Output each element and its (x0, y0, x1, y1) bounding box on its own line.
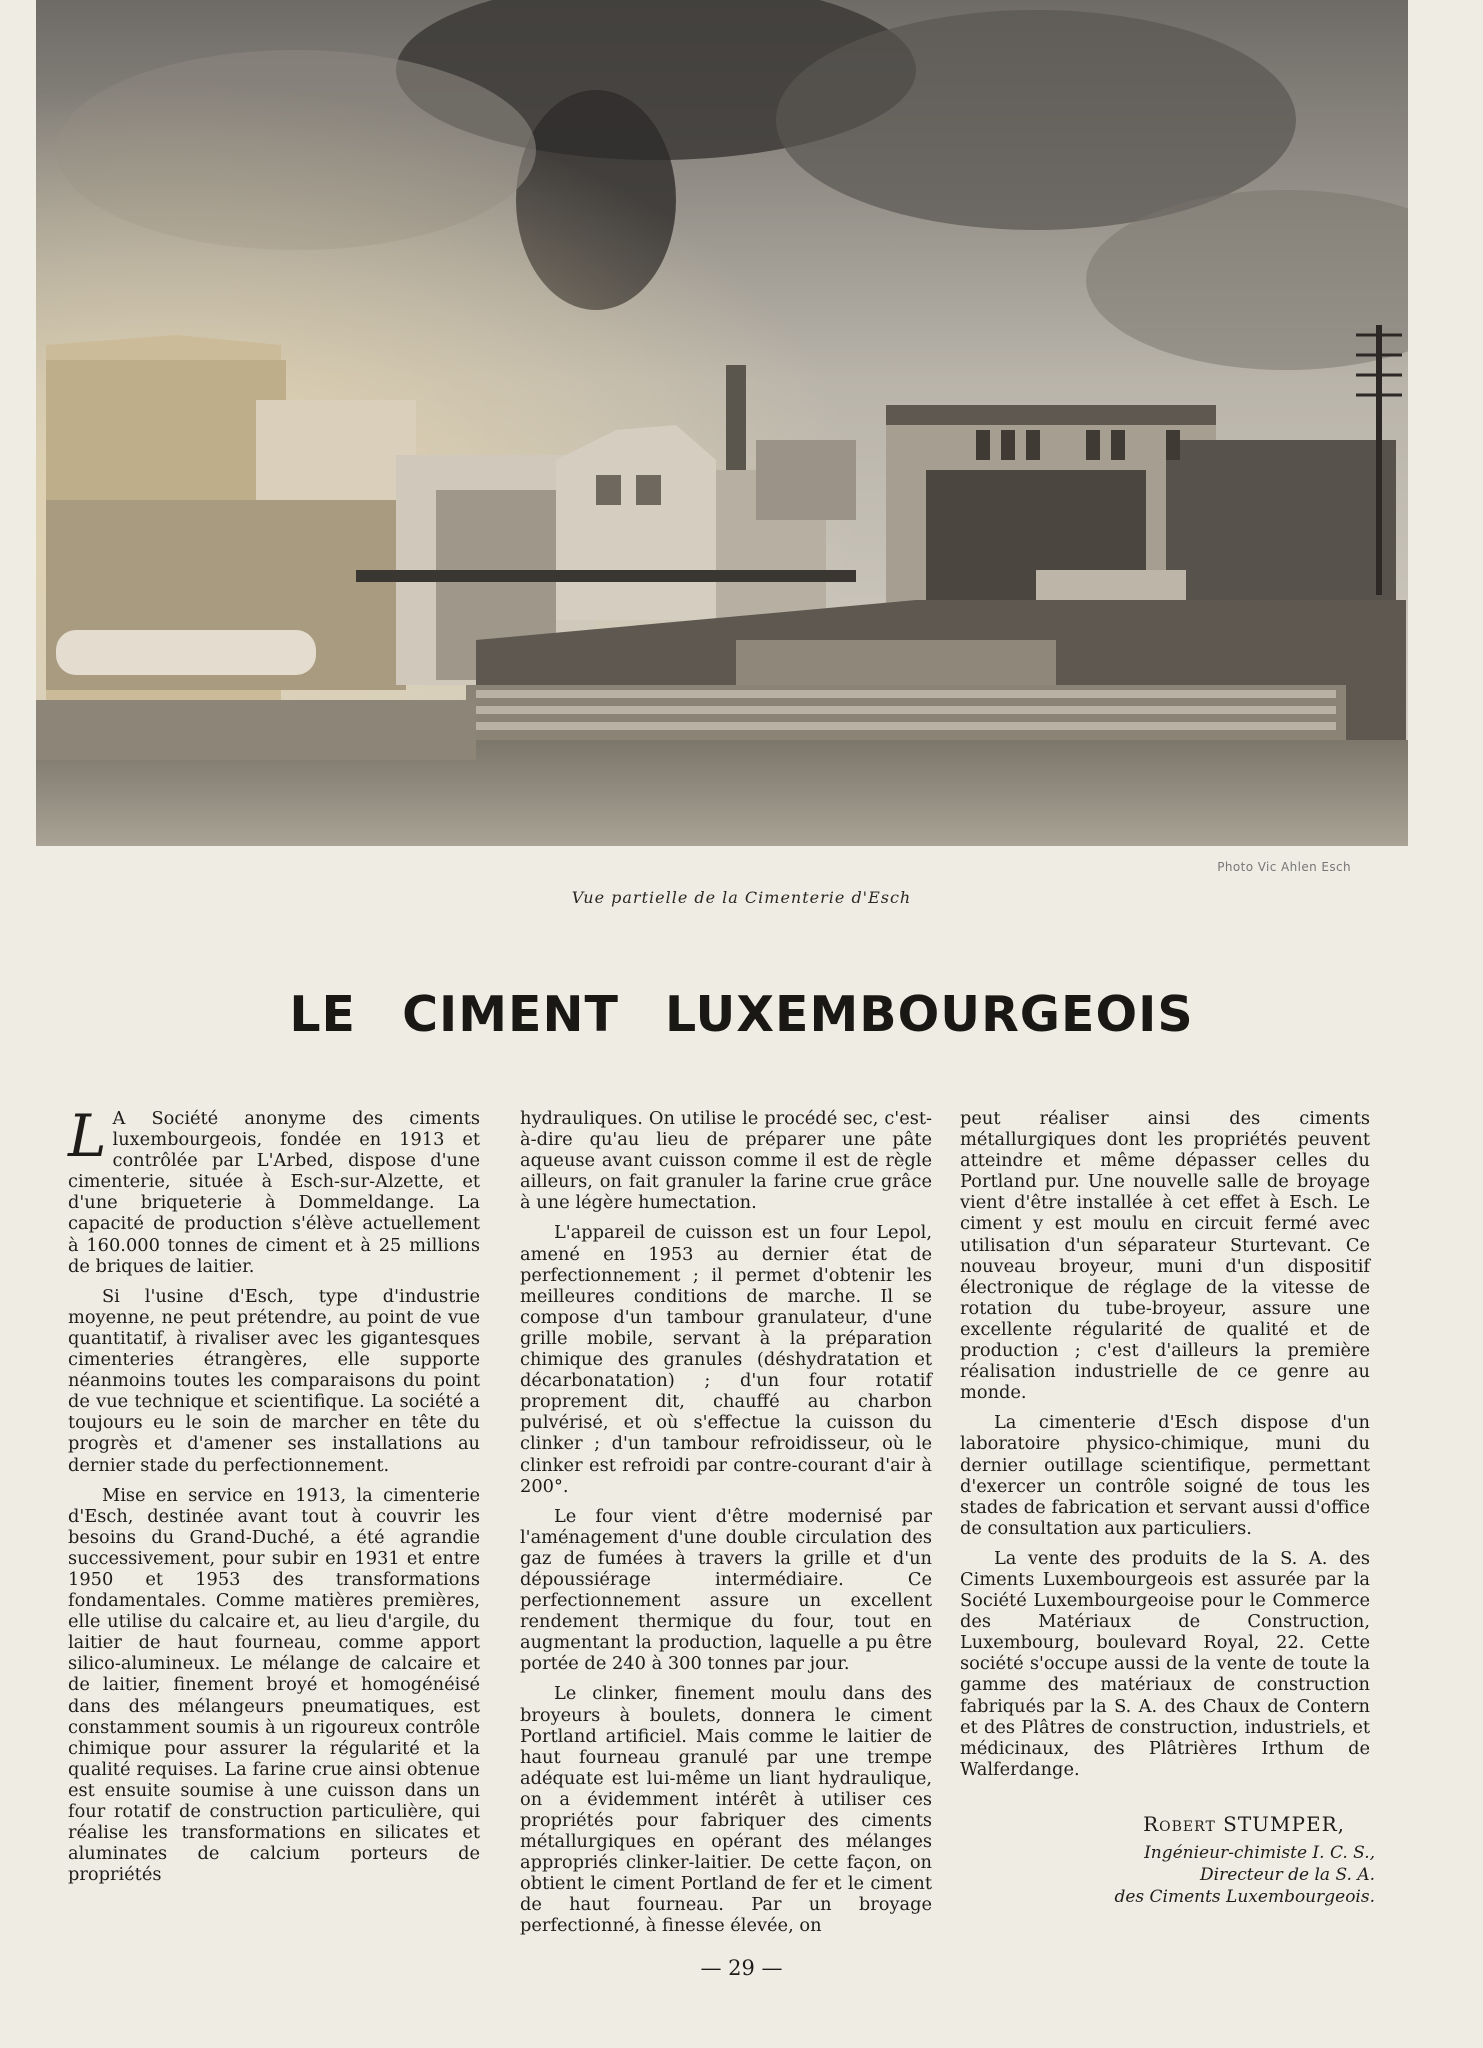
article-column-3 (960, 1108, 1370, 1789)
article-paragraph: Le four vient d'être modernisé par l'aménagement d'une double circulation des gaz de fumées à travers la grille et d'un dépoussiérage intermédiaire. Ce perfectionnement assure un excellent rendement thermique du four, tout en augmentant la production, laquelle a pu être portée de 240 à 300 tonnes par jour. (520, 1505, 932, 1675)
photo-caption: Vue partielle de la Cimenterie d'Esch (571, 888, 912, 907)
article-column-1 (68, 1102, 480, 1894)
drop-cap: L (68, 1102, 107, 1170)
article-column-2 (520, 1108, 932, 1946)
photo-credit: Photo Vic Ahlen Esch (1217, 860, 1351, 874)
article-paragraph: L'appareil de cuisson est un four Lepol, amené en 1953 au dernier état de perfectionnement ; il permet d'obtenir les meilleures conditions de marche. Il se compose d'un tambour granulateur, d'une grille mobile, servant à la préparation chimique des granules (déshydratation et décarbonatation) ; d'un four rotatif proprement dit, chauffé au charbon pulvérisé, et où s'effectue la cuisson du clinker ; d'un tambour refroidisseur, où le clinker est refroidi par contre-courant d'air à 200°. (520, 1222, 932, 1497)
article-paragraph: Le clinker, finement moulu dans des broyeurs à boulets, donnera le ciment Portland artificiel. Mais comme le laitier de haut fourneau granulé par une trempe adéquate est lui-même un liant hydraulique, on a évidemment intérêt à utiliser ces propriétés pour fabriquer des ciments métallurgiques en opérant des mélanges appropriés clinker-laitier. De cette façon, on obtient le ciment Portland de fer et le ciment de haut fourneau. Par un broyage perfectionné, à finesse élevée, on (520, 1683, 932, 1937)
author-name: Robert STUMPER, (1143, 1812, 1345, 1836)
article-paragraph: L A Société anonyme des ciments luxembourgeois, fondée en 1913 et contrôlée par L'Arbed, dispose d'une cimenterie, située à Esch-sur-Alzette, et d'une briqueterie à Dommeldange. La capacité de production s'élève actuellement à 160.000 tonnes de ciment et à 25 millions de briques de laitier. (68, 1102, 480, 1277)
page-number: — 29 — (700, 1956, 783, 1980)
article-paragraph: La vente des produits de la S. A. des Ciments Luxembourgeois est assurée par la Société Luxembourgeoise pour le Commerce des Matériaux de Construction, Luxembourg, boulevard Royal, 22. Cette société s'occupe aussi de la vente de toute la gamme des matériaux de construction fabriqués par la S. A. des Chaux de Contern et des Plâtres de construction, industriels, et médicinaux, des Plâtrières Irthum de Walferdange. (960, 1547, 1370, 1780)
author-signature (1114, 1812, 1375, 1908)
author-title-line: Ingénieur-chimiste I. C. S., (1144, 1843, 1375, 1863)
factory-photo-illustration (36, 0, 1408, 846)
article-paragraph: La cimenterie d'Esch dispose d'un laboratoire physico-chimique, muni du dernier outillage scientifique, permettant d'exercer un contrôle soigné de tous les stades de fabrication et servant aussi d'office de consultation aux particuliers. (960, 1412, 1370, 1539)
article-paragraph: hydrauliques. On utilise le procédé sec, c'est-à-dire qu'au lieu de préparer une pâte aqueuse avant cuisson comme il est de règle ailleurs, on fait granuler la farine crue grâce à une légère humectation. (520, 1108, 932, 1214)
article-paragraph: Mise en service en 1913, la cimenterie d'Esch, destinée avant tout à couvrir les besoins du Grand-Duché, a été agrandie successivement, pour subir en 1931 et entre 1950 et 1953 des transformations fondamentales. Comme matières premières, elle utilise du calcaire et, au lieu d'argile, du laitier de haut fourneau, comme apport silico-alumineux. Le mélange de calcaire et de laitier, finement broyé et homogénéisé dans des mélangeurs pneumatiques, est constamment soumis à un rigoureux contrôle chimique pour assurer la régularité et la qualité requises. La farine crue ainsi obtenue est ensuite soumise à une cuisson dans un four rotatif de construction particulière, qui réalise les transformations en silicates et aluminates de calcium porteurs de propriétés (68, 1484, 480, 1886)
article-paragraph: Si l'usine d'Esch, type d'industrie moyenne, ne peut prétendre, au point de vue quantitatif, à rivaliser avec les gigantesques cimenteries étrangères, elle supporte néanmoins toutes les comparaisons du point de vue technique et scientifique. La société a toujours eu le soin de marcher en tête du progrès et d'amener ses installations au dernier stade du perfectionnement. (68, 1285, 480, 1476)
article-title: LE CIMENT LUXEMBOURGEOIS (289, 986, 1194, 1043)
factory-photograph (36, 0, 1408, 846)
author-title-line: Directeur de la S. A. (1200, 1865, 1375, 1885)
article-paragraph: peut réaliser ainsi des ciments métallurgiques dont les propriétés peuvent atteindre et même dépasser celles du Portland pur. Une nouvelle salle de broyage vient d'être installée à cet effet à Esch. Le ciment y est moulu en circuit fermé avec utilisation d'un séparateur Sturtevant. Ce nouveau broyeur, muni d'un dispositif électronique de réglage de la vitesse de rotation du tube-broyeur, assure une excellente régularité de qualité et de production ; c'est d'ailleurs la première réalisation industrielle de ce genre au monde. (960, 1108, 1370, 1404)
author-title-line: des Ciments Luxembourgeois. (1114, 1887, 1375, 1907)
